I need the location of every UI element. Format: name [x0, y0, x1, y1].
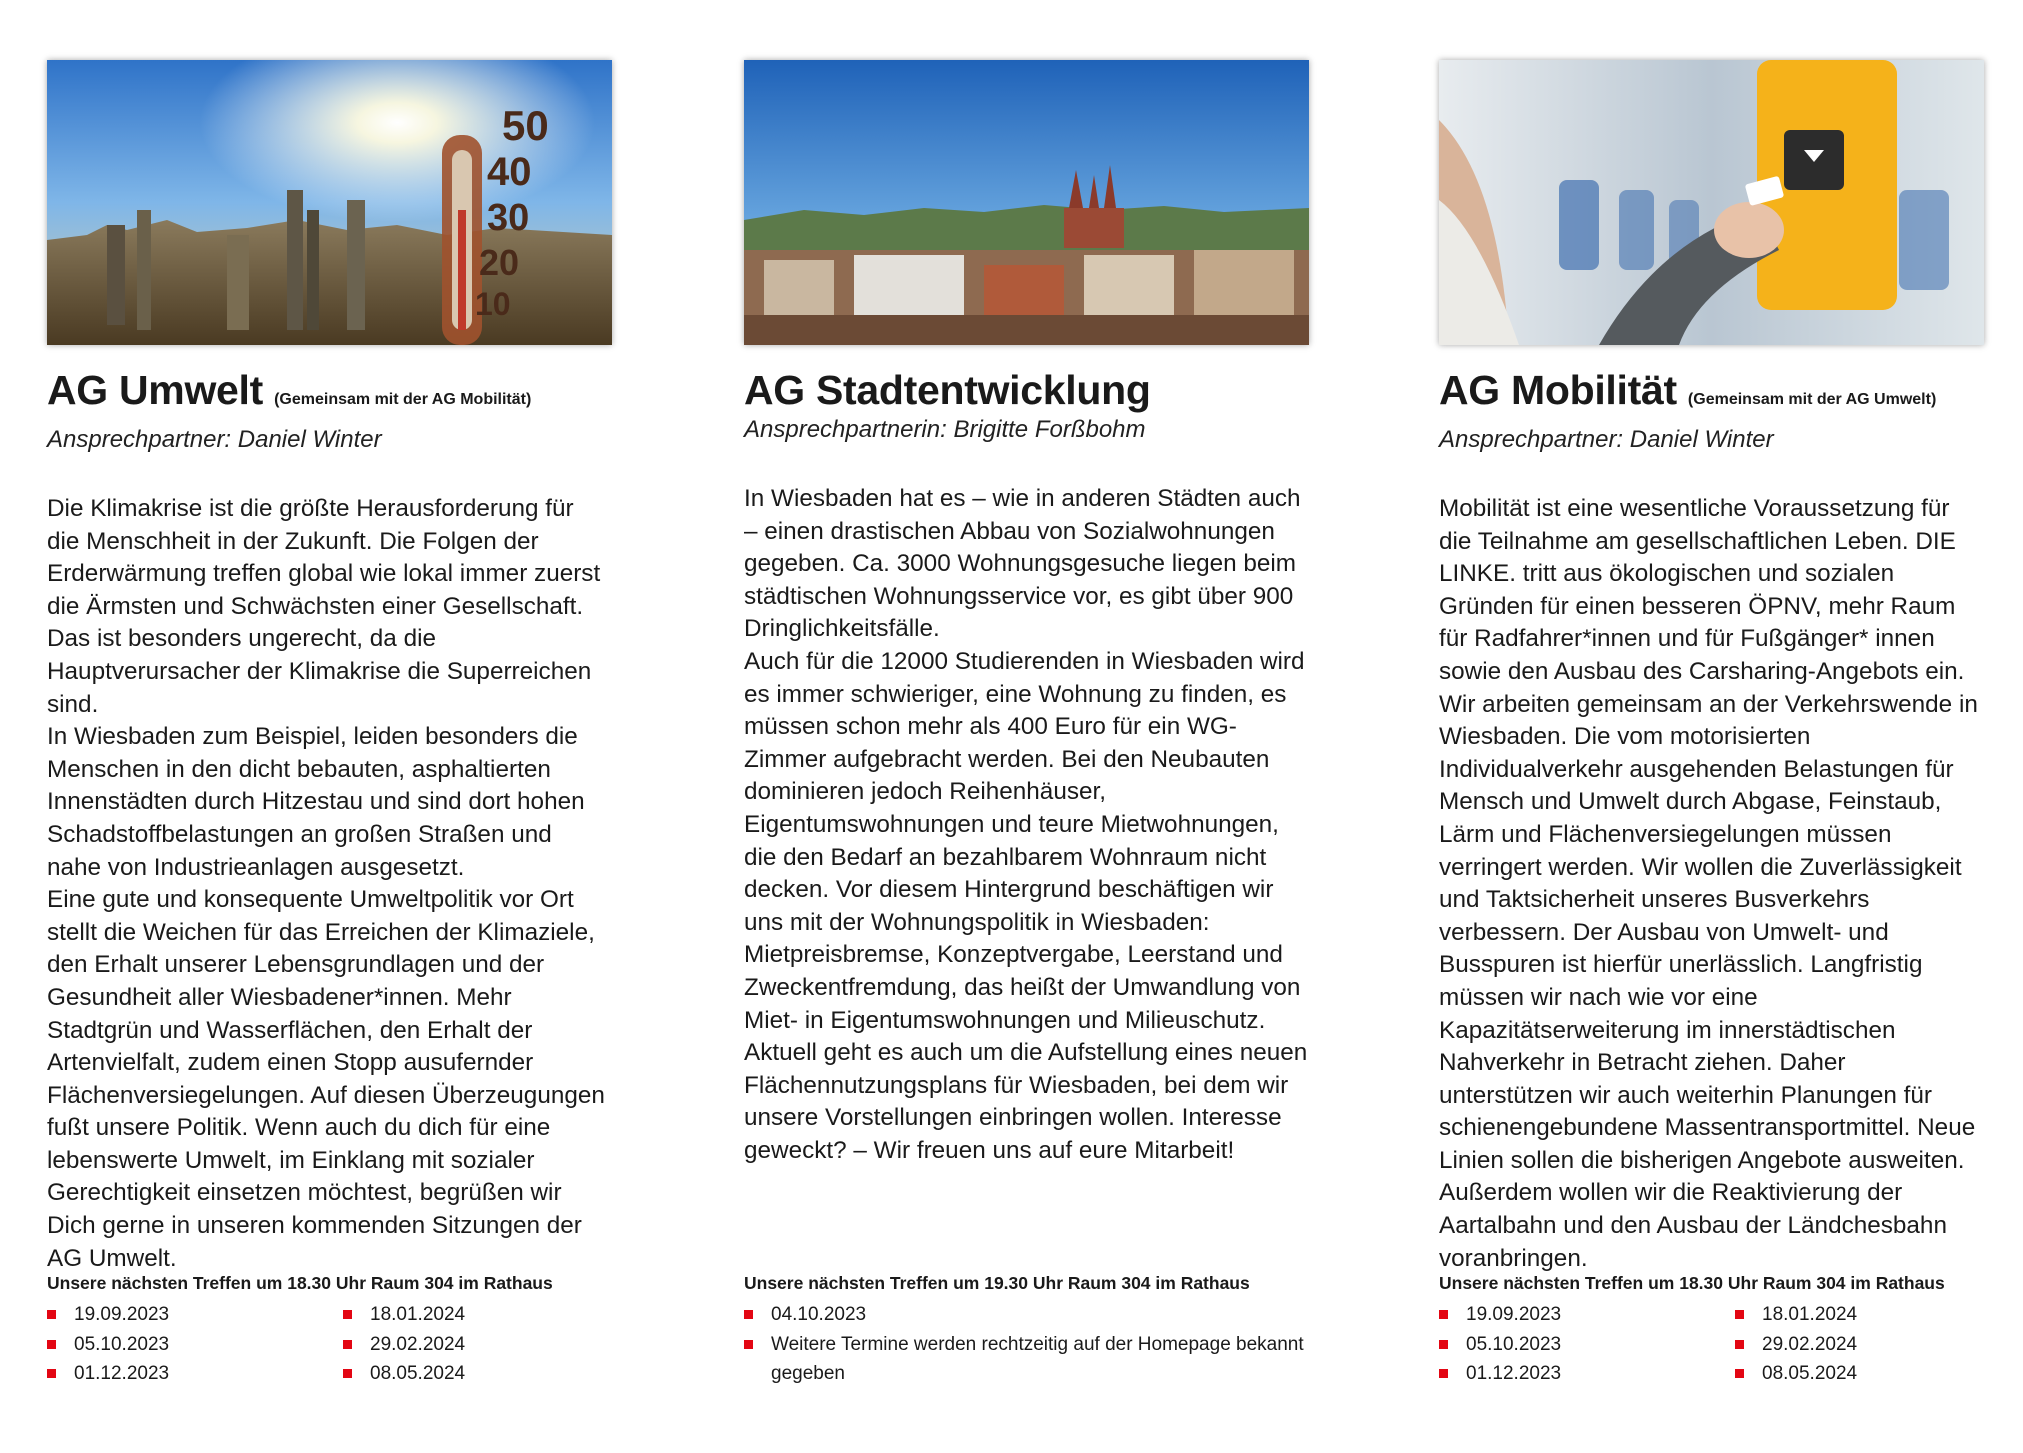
- body-text: [47, 493, 612, 1275]
- meeting-date: [47, 1359, 343, 1389]
- meeting-date: [47, 1330, 343, 1360]
- meeting-dates-list: [1439, 1300, 1999, 1389]
- paragraph: Mobilität ist eine wesentliche Voraussetzung für die Teilnahme am gesellschaftlichen Leben. DIE LINKE. tritt aus ökologischen und sozialen Gründen für einen besseren ÖPNV, mehr Raum für Radfahrer*innen und für Fußgänger* innen sowie den Ausbau des Carsharing-Angebots ein. Wir arbeiten gemeinsam an der Verkehrswende in Wiesbaden. Die vom motorisierten Individualverkehr ausgehenden Belastungen für Mensch und Umwelt durch Abgase, Feinstaub, Lärm und Flächenversiegelungen müssen verringert werden. Wir wollen die Zuverlässigkeit und Taktsicherheit unseres Busverkehrs verbessern. Der Ausbau von Umwelt- und Busspuren ist hierfür unerlässlich. Langfristig müssen wir nach wie vor eine Kapazitätserweiterung im innerstädtischen Nahverkehr in Betracht ziehen. Daher unterstützen wir auch weiterhin Planungen für schienengebundene Massentransportmittel. Neue Linien sollen die bisherigen Angebote ausweiten. Außerdem wollen wir die Reaktivierung der Aartalbahn und den Ausbau der Ländchesbahn voranbringen.: [1439, 495, 1978, 1272]
- column-ag-mobilitaet: [1439, 60, 1984, 1275]
- date-text: 01.12.2023: [74, 1363, 170, 1384]
- paragraph: In Wiesbaden hat es – wie in anderen Städten auch – einen drastischen Abbau von Sozialwohnungen gegeben. Ca. 3000 Wohnungsgesuche liegen beim städtischen Wohnungsservice vor, es gibt über 900 Dringlichkeitsfälle.: [744, 485, 1301, 643]
- meeting-dates-list: [744, 1300, 1309, 1389]
- body-text: [744, 483, 1309, 1167]
- photo-heat-city-thermometer: [47, 60, 612, 345]
- thermometer-label: 10: [475, 286, 511, 322]
- bullet-square-icon: [343, 1369, 352, 1378]
- contact-person: Ansprechpartnerin: Brigitte Forßbohm: [744, 416, 1146, 443]
- date-text: Weitere Termine werden rechtzeitig auf der Homepage bekannt gegeben: [771, 1333, 1304, 1384]
- paragraph: In Wiesbaden zum Beispiel, leiden besonders die Menschen in den dicht bebauten, asphaltierten Innenstädten durch Hitzestau und sind dort hohen Schadstoffbelastungen an großen Straßen und nahe von Industrieanlagen ausgesetzt.: [47, 723, 585, 881]
- bullet-square-icon: [1439, 1369, 1448, 1378]
- bullet-square-icon: [47, 1340, 56, 1349]
- meetings-ag-umwelt: [47, 1272, 612, 1389]
- section-title: [47, 367, 612, 423]
- date-text: 29.02.2024: [1762, 1333, 1858, 1355]
- thermometer-label: 20: [479, 242, 520, 283]
- meetings-title: Unsere nächsten Treffen um 18.30 Uhr Raum 304 im Rathaus: [47, 1273, 553, 1293]
- meeting-date: [1439, 1300, 1735, 1330]
- date-text: 29.02.2024: [370, 1333, 466, 1355]
- date-text: 05.10.2023: [74, 1333, 170, 1355]
- contact-person: Ansprechpartner: Daniel Winter: [1439, 426, 1774, 453]
- title-text: AG Umwelt: [47, 367, 263, 413]
- date-text: 01.12.2023: [1466, 1363, 1562, 1384]
- bullet-square-icon: [1735, 1340, 1744, 1349]
- bullet-square-icon: [47, 1369, 56, 1378]
- date-text: 19.09.2023: [1466, 1304, 1562, 1325]
- bullet-square-icon: [744, 1340, 753, 1349]
- title-text: AG Mobilität: [1439, 367, 1677, 413]
- date-text: 19.09.2023: [74, 1304, 170, 1325]
- photo-wiesbaden-skyline: [744, 60, 1309, 345]
- section-title: [1439, 367, 1984, 423]
- section-title: [744, 367, 1309, 413]
- meeting-date: [343, 1300, 603, 1330]
- photo-bus-ticket-validator: [1439, 60, 1984, 345]
- meeting-date: [343, 1359, 603, 1389]
- meeting-date: [1439, 1330, 1735, 1360]
- date-text: 18.01.2024: [370, 1304, 466, 1325]
- bullet-square-icon: [1439, 1310, 1448, 1319]
- meeting-note: [744, 1330, 1309, 1389]
- thermometer-label: 50: [502, 102, 549, 149]
- meetings-title: Unsere nächsten Treffen um 19.30 Uhr Raum 304 im Rathaus: [744, 1273, 1250, 1293]
- meetings-ag-stadtentwicklung: [744, 1272, 1309, 1389]
- date-text: 08.05.2024: [370, 1363, 466, 1384]
- bullet-square-icon: [1735, 1369, 1744, 1378]
- column-ag-umwelt: [47, 60, 612, 1275]
- bullet-square-icon: [1735, 1310, 1744, 1319]
- title-text: AG Stadtentwicklung: [744, 367, 1151, 413]
- title-note: (Gemeinsam mit der AG Mobilität): [274, 391, 532, 408]
- meeting-date: [1735, 1330, 1995, 1360]
- meeting-date: [47, 1300, 343, 1330]
- meeting-dates-list: [47, 1300, 612, 1389]
- contact-person: Ansprechpartner: Daniel Winter: [47, 426, 382, 453]
- meetings-title: Unsere nächsten Treffen um 18.30 Uhr Raum 304 im Rathaus: [1439, 1273, 1945, 1293]
- date-text: 18.01.2024: [1762, 1304, 1858, 1325]
- bullet-square-icon: [744, 1310, 753, 1319]
- title-note: (Gemeinsam mit der AG Umwelt): [1687, 391, 1937, 408]
- thermometer-label: 40: [487, 150, 532, 194]
- paragraph: Die Klimakrise ist die größte Herausforderung für die Menschheit in der Zukunft. Die Folgen der Erderwärmung treffen global wie lokal immer zuerst die Ärmsten und Schwächsten einer Gesellschaft. Das ist besonders ungerecht, da die Hauptverursacher der Klimakrise die Superreichen sind.: [47, 495, 601, 718]
- body-text: [1439, 493, 1984, 1275]
- date-text: 08.05.2024: [1762, 1363, 1858, 1384]
- meeting-date: [1735, 1300, 1995, 1330]
- paragraph: Auch für die 12000 Studierenden in Wiesbaden wird es immer schwieriger, eine Wohnung zu finden, es müssen schon mehr als 400 Euro für ein WG-Zimmer aufgebracht werden. Bei den Neubauten dominieren jedoch Reihenhäuser, Eigentumswohnungen und teure Mietwohnungen, die den Bedarf an bezahlbarem Wohnraum nicht decken. Vor diesem Hintergrund beschäftigen wir uns mit der Wohnungspolitik in Wiesbaden: Mietpreisbremse, Konzeptvergabe, Leerstand und Zweckentfremdung, das heißt der Umwandlung von Miet- in Eigentumswohnungen und Milieuschutz. Aktuell geht es auch um die Aufstellung eines neuen Flächennutzungsplans für Wiesbaden, bei dem wir unsere Vorstellungen einbringen wollen. Interesse geweckt? – Wir freuen uns auf eure Mitarbeit!: [744, 647, 1308, 1164]
- meeting-date: [1439, 1359, 1735, 1389]
- meeting-date: [744, 1300, 1309, 1330]
- meeting-date: [343, 1330, 603, 1360]
- meeting-date: [1735, 1359, 1995, 1389]
- thermometer-label: 30: [487, 197, 530, 239]
- date-text: 04.10.2023: [771, 1304, 867, 1325]
- bullet-square-icon: [343, 1340, 352, 1349]
- paragraph: Eine gute und konsequente Umweltpolitik vor Ort stellt die Weichen für das Erreichen der Klimaziele, den Erhalt unserer Lebensgrundlagen und der Gesundheit aller Wiesbadener*innen. Mehr Stadtgrün und Wasserflächen, den Erhalt der Artenvielfalt, zudem einen Stopp ausufernder Flächenversiegelungen. Auf diesen Überzeugungen fußt unsere Politik. Wenn auch du dich für eine lebenswerte Umwelt, im Einklang mit sozialer Gerechtigkeit einsetzen möchtest, begrüßen wir Dich gerne in unseren kommenden Sitzungen der AG Umwelt.: [47, 886, 605, 1272]
- meetings-ag-mobilitaet: [1439, 1272, 1999, 1389]
- bullet-square-icon: [47, 1310, 56, 1319]
- column-ag-stadtentwicklung: [744, 60, 1309, 1167]
- date-text: 05.10.2023: [1466, 1333, 1562, 1355]
- bullet-square-icon: [343, 1310, 352, 1319]
- bullet-square-icon: [1439, 1340, 1448, 1349]
